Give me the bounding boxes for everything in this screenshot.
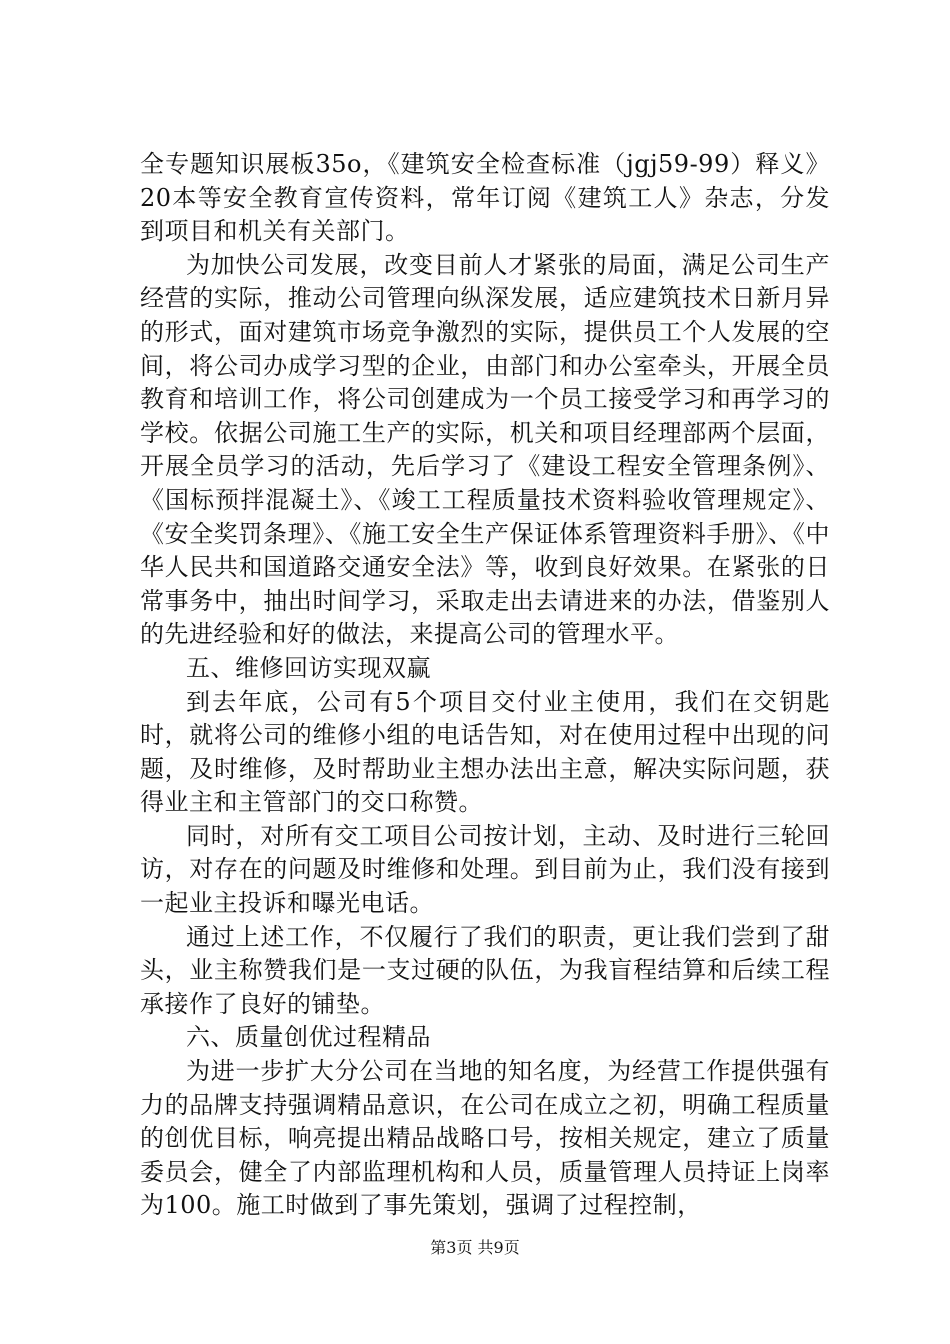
document-body <box>140 148 830 1223</box>
section-heading-quality: 六、质量创优过程精品 <box>186 1023 431 1052</box>
page-number-footer: 第3页 共9页 <box>430 1238 520 1257</box>
paragraph-return-visits: 同时，对所有交工项目公司按计划，主动、及时进行三轮回访，对存在的问题及时维修和处理。到目前为止，我们没有接到一起业主投诉和曝光电话。 <box>140 821 830 918</box>
paragraph-quality: 为进一步扩大分公司在当地的知名度，为经营工作提供强有力的品牌支持强调精品意识，在公司在成立之初，明确工程质量的创优目标，响亮提出精品战略口号，按相关规定，建立了质量委员会，健全了内部监理机构和人员，质量管理人员持证上岗率为100。施工时做到了事先策划，强调了过程控制， <box>140 1057 830 1220</box>
paragraph-results: 通过上述工作，不仅履行了我们的职责，更让我们尝到了甜头，业主称赞我们是一支过硬的队伍，为我盲程结算和后续工程承接作了良好的铺垫。 <box>140 922 830 1018</box>
paragraph-continuation: 全专题知识展板35o，《建筑安全检查标准（jgj59-99）释义》20本等安全教育宣传资料，常年订阅《建筑工人》杂志，分发到项目和机关有关部门。 <box>140 150 830 246</box>
section-heading-maintenance: 五、维修回访实现双赢 <box>186 653 431 682</box>
paragraph-maintenance: 到去年底，公司有5个项目交付业主使用，我们在交钥匙时，就将公司的维修小组的电话告知，对在使用过程中出现的问题，及时维修，及时帮助业主想办法出主意，解决实际问题，获得业主和主管部门的交口称赞。 <box>140 687 830 817</box>
paragraph-training: 为加快公司发展，改变目前人才紧张的局面，满足公司生产经营的实际，推动公司管理向纵深发展，适应建筑技术日新月异的形式，面对建筑市场竞争激烈的实际，提供员工个人发展的空间，将公司办成学习型的企业，由部门和办公室牵头，开展全员教育和培训工作，将公司创建成为一个员工接受学习和再学习的学校。依据公司施工生产的实际，机关和项目经理部两个层面，开展全员学习的活动，先后学习了《建设工程安全管理条例》、《国标预拌混凝土》、《竣工工程质量技术资料验收管理规定》、《安全奖罚条理》、《施工安全生产保证体系管理资料手册》、《中华人民共和国道路交通安全法》等，收到良好效果。在紧张的日常事务中，抽出时间学习，采取走出去请进来的办法，借鉴别人的先进经验和好的做法，来提高公司的管理水平。 <box>140 250 830 649</box>
